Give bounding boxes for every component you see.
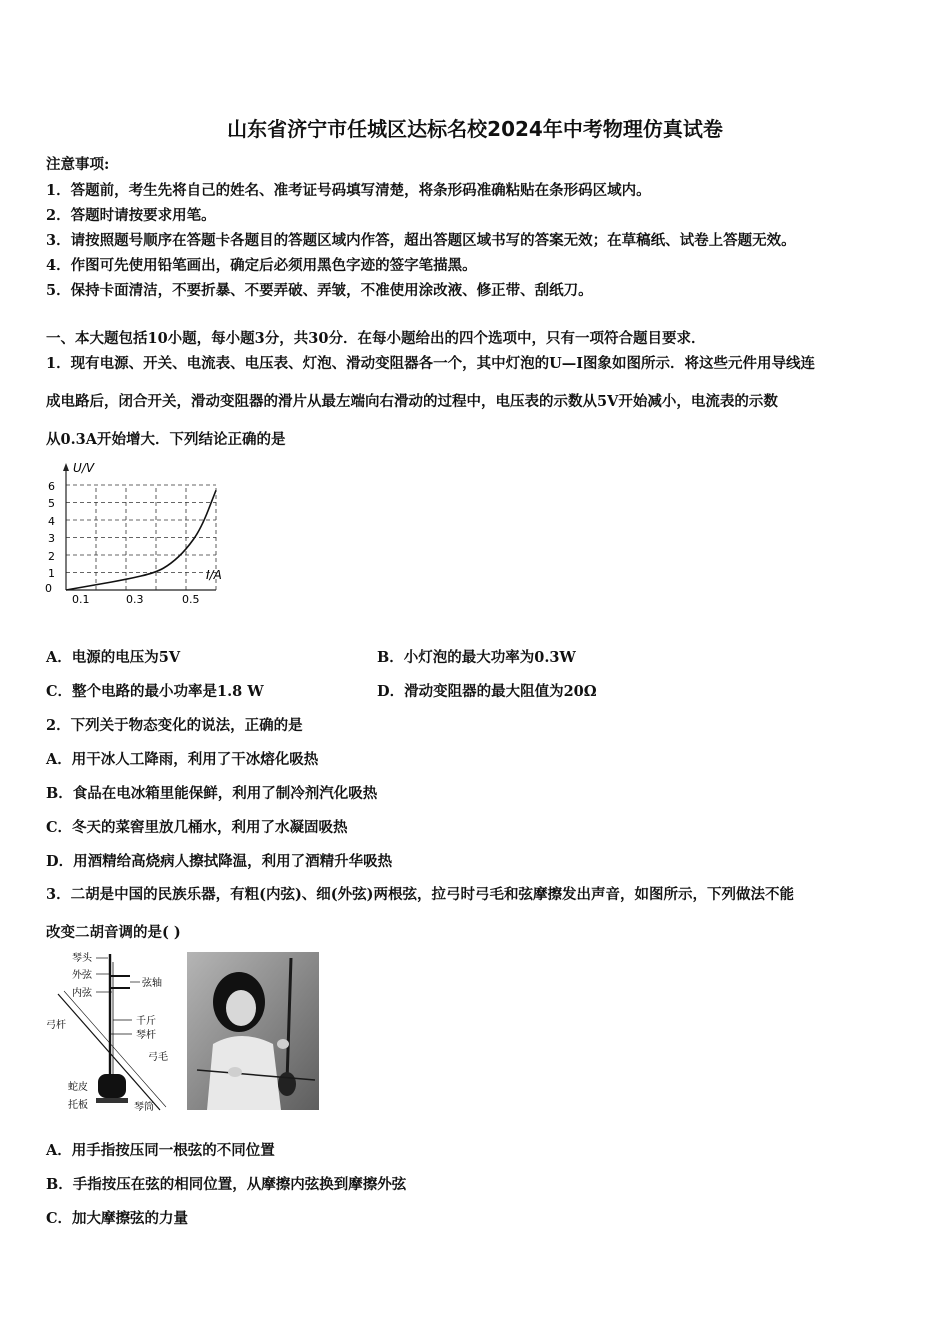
origin-label: 0 (45, 582, 52, 595)
q1-option-a[interactable]: A．电源的电压为5V (46, 649, 181, 666)
label-qingan: 琴杆 (136, 1030, 156, 1041)
q3-option-c[interactable]: C．加大摩擦弦的力量 (46, 1210, 189, 1227)
q1-option-d[interactable]: D．滑动变阻器的最大阻值为20Ω (377, 683, 597, 700)
q3-stem-line: 3．二胡是中国的民族乐器，有粗(内弦)、细(外弦)两根弦，拉弓时弓毛和弦摩擦发出声音，如图所示，下列做法不能 (46, 886, 795, 903)
player-body (207, 1036, 281, 1110)
graph-gridlines (66, 485, 216, 590)
notes-item: 4．作图可先使用铅笔画出，确定后必须用黑色字迹的签字笔描黑。 (46, 257, 477, 274)
q1-option-c[interactable]: C．整个电路的最小功率是1.8 W (46, 683, 264, 700)
notes-item: 5．保持卡面清洁，不要折暴、不要弄破、弄皱，不准使用涂改液、修正带、刮纸刀。 (46, 282, 593, 299)
q1-stem-line: 1．现有电源、开关、电流表、电压表、灯泡、滑动变阻器各一个，其中灯泡的U—I图象如图所示．将这些元件用导线连 (46, 355, 816, 372)
label-shepi: 蛇皮 (68, 1082, 88, 1093)
label-qintou: 琴头 (72, 953, 92, 964)
y-tick-label: 5 (48, 497, 55, 510)
q2-option-b[interactable]: B．食品在电冰箱里能保鲜，利用了制冷剂汽化吸热 (46, 785, 378, 802)
notes-item: 3．请按照题号顺序在答题卡各题目的答题区域内作答，超出答题区域书写的答案无效；在草稿纸、试卷上答题无效。 (46, 232, 796, 249)
label-gongmao: 弓毛 (148, 1052, 168, 1063)
erhu-base (96, 1098, 128, 1103)
ui-graph (40, 455, 240, 615)
q2-option-d[interactable]: D．用酒精给高烧病人擦拭降温，利用了酒精升华吸热 (46, 853, 393, 870)
x-axis-label: I/A (206, 568, 222, 582)
label-tuoban: 托板 (68, 1100, 88, 1111)
q3-stem-line: 改变二胡音调的是( ) (46, 924, 181, 941)
x-tick-label: 0.3 (126, 593, 144, 606)
q1-option-b[interactable]: B．小灯泡的最大功率为0.3W (377, 649, 576, 666)
y-axis-label: U/V (73, 461, 95, 475)
q1-stem-line: 从0.3A开始增大．下列结论正确的是 (46, 431, 286, 448)
player-face (226, 990, 256, 1026)
q2-option-a[interactable]: A．用干冰人工降雨，利用了干冰熔化吸热 (46, 751, 319, 768)
y-tick-label: 1 (48, 567, 55, 580)
page-title: 山东省济宁市任城区达标名校2024年中考物理仿真试卷 (227, 117, 723, 141)
notes-heading: 注意事项: (46, 156, 110, 173)
label-qintong: 琴筒 (134, 1102, 154, 1113)
label-waixian: 外弦 (72, 970, 92, 981)
y-tick-label: 6 (48, 480, 55, 493)
erhu-player-photo (187, 952, 319, 1110)
section-heading: 一、本大题包括10小题，每小题3分，共30分．在每小题给出的四个选项中，只有一项符合题目要求． (46, 330, 706, 347)
erhu-body (98, 1074, 126, 1098)
label-gonggan: 弓杆 (46, 1020, 66, 1031)
q3-option-b[interactable]: B．手指按压在弦的相同位置，从摩擦内弦换到摩擦外弦 (46, 1176, 407, 1193)
q2-stem: 2．下列关于物态变化的说法，正确的是 (46, 717, 303, 734)
label-neixian: 内弦 (72, 988, 92, 999)
label-qianjin: 千斤 (136, 1016, 156, 1027)
q3-option-a[interactable]: A．用手指按压同一根弦的不同位置 (46, 1142, 275, 1159)
iu-curve (66, 490, 216, 590)
y-tick-label: 4 (48, 515, 55, 528)
y-axis-arrow (63, 463, 69, 471)
notes-item: 1．答题前，考生先将自己的姓名、准考证号码填写清楚，将条形码准确粘贴在条形码区域内。 (46, 182, 651, 199)
x-tick-label: 0.5 (182, 593, 200, 606)
y-tick-label: 3 (48, 532, 55, 545)
player-right-hand (228, 1067, 242, 1077)
x-tick-label: 0.1 (72, 593, 90, 606)
erhu-diagram (44, 948, 184, 1118)
photo-erhu-body (278, 1072, 296, 1096)
notes-item: 2．答题时请按要求用笔。 (46, 207, 216, 224)
q2-option-c[interactable]: C．冬天的菜窖里放几桶水，利用了水凝固吸热 (46, 819, 348, 836)
y-tick-label: 2 (48, 550, 55, 563)
label-xianzhou: 弦轴 (142, 978, 162, 989)
player-left-hand (277, 1039, 289, 1049)
q1-stem-line: 成电路后，闭合开关，滑动变阻器的滑片从最左端向右滑动的过程中，电压表的示数从5V开始减小，电流表的示数 (46, 393, 778, 410)
